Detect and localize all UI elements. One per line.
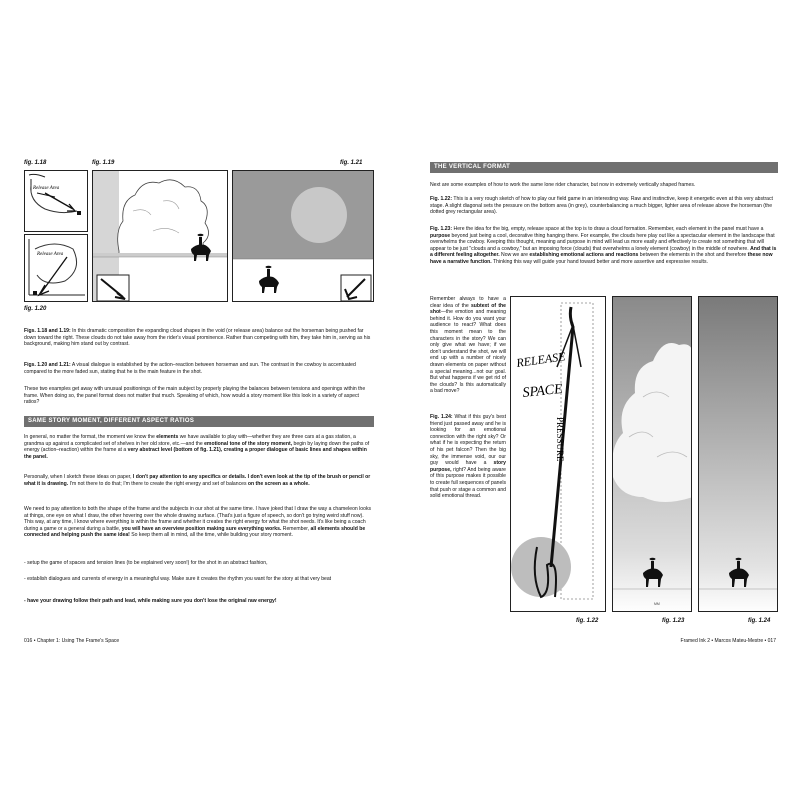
paragraph-subtext: Remember always to have a clear idea of the subtext of the shot—the emotion and meaning behind it. How do you want your audience to react? What does this moment mean to the characters in the story? We can only give what we have; if we don't understand the shot, we will end up with a number of nicely drawn elements on paper without a special meaning...not our goal. But what happens if we get rid of the clouds? Is this automatically a bad move? (430, 296, 506, 395)
paragraph-fig-124: Fig. 1.24: What if this guy's best friend just passed away and he is looking for an emotional connection with the right sky? Or what if he is expecting the return of his pet falcon? Then the big sky, the immense void, our our guy would have a story purpose, right? And being aware of this purpose makes it possible to create full sequences of panels that push or stage a common and solid emotional thread. (430, 414, 506, 500)
paragraph-fig-122: Fig. 1.22: This is a very rough sketch of how to play our field game in an interesting way. Raw and instinctive, keep it energetic even at this very abstract stage. A slight diagonal sets the pressure on the bottom area (in grey), counterbalancing a much bigger, lighter area of release above the horseman (the dotted grey rectangular area). (430, 196, 773, 216)
section-header-aspect-ratios: SAME STORY MOMENT, DIFFERENT ASPECT RATIOS (24, 416, 374, 427)
release-area-label-bottom: Release Area (37, 252, 64, 257)
paragraph-attention: We need to pay attention to both the shape of the frame and the subjects in our shot at the same time. I have joked that I draw the way a chameleon looks at things, one eye on what I draw, the other hovering over the whole drawing surface. (That's just a figure of speech, so don't go trying weird stuff now). This way, at any time, I know where everything is within the frame and whether it creates the right energy for what the shot needs. It's like being a coach during a game or a general during a battle, you will have an overview position making sure everything works. Remember, all elements should be connected and helping push the same idea! So keep them all in mind, all the time, while building your story moment. (24, 506, 372, 539)
paragraph-fig-123: Fig. 1.23: Here the idea for the big, empty, release space at the top is to draw a cloud formation. Remember, each element in the panel must have a purpose beyond just being a cool, decorative thing hanging there. For example, the clouds here play out like a spectacular element in the landscape that overwhelms the cowboy. Keeping this thought, meaning and purpose in mind will lead us more easily and effectively to create not something that will appear to be just "clouds and a cowboy," but an imposing force (clouds) that overwhelms a lonely element (cowboy) in the middle of nowhere. And that is a different feeling altogether. Now we are establishing emotional actions and reactions between the elements in the shot and therefore these now have a narrative function. Thinking this way will guide your hand toward better and more assertive and expressive results. (430, 226, 777, 265)
fig-1-21-label: fig. 1.21 (340, 160, 363, 166)
fig-1-24-label: fig. 1.24 (748, 618, 771, 624)
section-header-vertical-format: THE VERTICAL FORMAT (430, 162, 778, 173)
right-page (400, 0, 800, 800)
space-word: SPACE (521, 381, 564, 401)
fig-1-19-label: fig. 1.19 (92, 160, 115, 166)
paragraph-figs-120-121: Figs. 1.20 and 1.21: A visual dialogue is established by the action–reaction between horseman and sun. The contrast in the cowboy is accentuated compared to the more faded sun, stating that he is the main feature in the shot. (24, 362, 356, 375)
fig-1-18-label: fig. 1.18 (24, 160, 47, 166)
fig-1-21-panel (232, 170, 374, 302)
bullet-dialogues: - establish dialogues and currents of energy in a meaningful way. Make sure it creates the rhythm you want for the story at that very beat (24, 576, 332, 582)
fig-1-24-panel (698, 296, 778, 612)
fig-1-20-label: fig. 1.20 (24, 306, 47, 312)
pressure-word: PRESSURE (555, 417, 565, 462)
fig-1-18-sketch-top (24, 170, 88, 232)
fig-1-22-sketch (510, 296, 606, 612)
fig-1-20-sketch (24, 234, 88, 302)
release-area-label-top: Release Area (33, 186, 60, 191)
fig-1-23-panel (612, 296, 692, 612)
paragraph-general-format: In general, no matter the format, the moment we know the elements we have available to play with—whether they are three cars at a gas station, a grandma up against a complicated set of shelves in her old store, etc.—and the emotional tone of the story moment, begin by laying down the paths of energy (action–reaction) within the frame at a very abstract level (bottom of fig. 1.21), creating a proper dialogue of basic lines and shapes within the panel. (24, 434, 370, 460)
bullet-setup: - setup the game of spaces and tension lines (to be explained very soon!) for the shot in an abstract fashion, (24, 560, 268, 566)
paragraph-intro: Next are some examples of how to work the same lone rider character, but now in extremely vertically shaped frames. (430, 182, 696, 188)
paragraph-personally: Personally, when I sketch these ideas on paper, I don't pay attention to any specifics or details. I don't even look at the tip of the brush or pencil or what it is drawing. I'm not there to do that; I'm there to create the right energy and set of balances on the screen as a whole. (24, 474, 371, 487)
fig-1-19-panel (92, 170, 228, 302)
paragraph-balances: These two examples get away with unusual positionings of the main subject by properly playing the balances between tensions and openings within the frame. When doing so, the panel format does not matter that much. Speaking of which, how would a story moment like this look in a variety of aspect ratios? (24, 386, 366, 406)
fig-1-23-label: fig. 1.23 (662, 618, 685, 624)
bullet-follow-path: - have your drawing follow their path and lead, while making sure you don't lose the original raw energy! (24, 598, 277, 604)
left-footer: 016 • Chapter 1: Using The Frame's Space (24, 638, 120, 644)
paragraph-figs-118-119: Figs. 1.18 and 1.19: In this dramatic composition the expanding cloud shapes in the void (or release area) balance out the horseman being pushed far down toward the right. These clouds do not take away from the rider's visual prominence. Rather than competing with him, they take him in, serving as his background, making him stand out by contrast. (24, 328, 371, 348)
artist-signature: MM (654, 602, 660, 606)
right-footer: Framed Ink 2 • Marcos Mateu-Mestre • 017 (680, 638, 776, 644)
fig-1-22-label: fig. 1.22 (576, 618, 599, 624)
release-word: RELEASE (515, 349, 567, 370)
